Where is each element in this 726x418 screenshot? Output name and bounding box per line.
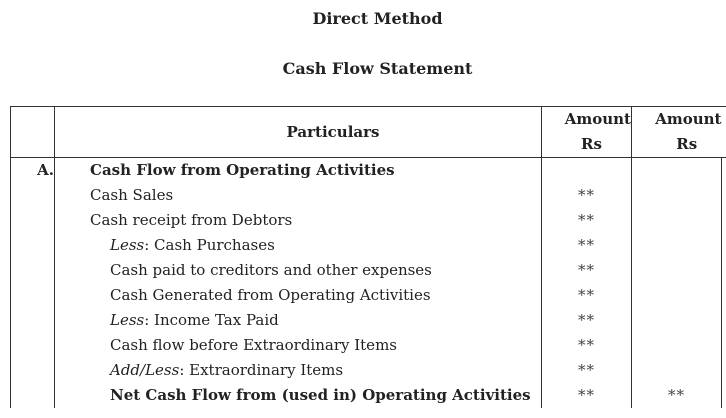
- section-label: A.: [11, 158, 55, 184]
- header-overflow-cell: [722, 107, 726, 158]
- row-label: : Cash Purchases: [144, 236, 275, 254]
- header-amount-2-label: Amount: [655, 110, 722, 128]
- table-row: [11, 233, 726, 258]
- section-amount-1: [542, 158, 632, 184]
- cash-flow-table: [10, 106, 726, 408]
- row-text: Cash receipt from Debtors: [55, 208, 542, 233]
- row-amount-2: [632, 333, 722, 358]
- section-title: Cash Flow from Operating Activities: [55, 158, 542, 184]
- row-label: : Extraordinary Items: [179, 361, 344, 379]
- section-amount-2: [632, 158, 722, 184]
- table-row-total: [11, 383, 726, 408]
- table-header-row: [11, 107, 726, 158]
- row-prefix: Add/Less: [110, 361, 180, 379]
- header-index-cell: [11, 107, 55, 158]
- section-row: [11, 158, 726, 184]
- row-index: [11, 208, 55, 233]
- row-amount-1: **: [542, 308, 632, 333]
- row-amount-1: **: [542, 358, 632, 383]
- row-amount-1: **: [542, 208, 632, 233]
- header-particulars: Particulars: [55, 107, 542, 158]
- page-title: Direct Method: [312, 9, 443, 28]
- row-amount-1: **: [542, 283, 632, 308]
- row-prefix: Less: [110, 311, 145, 329]
- table-row: [11, 333, 726, 358]
- row-index: [11, 258, 55, 283]
- row-amount-2: **: [632, 383, 722, 408]
- row-index: [11, 333, 55, 358]
- row-index: [11, 308, 55, 333]
- row-amount-2: [632, 308, 722, 333]
- row-amount-2: [632, 208, 722, 233]
- table-row: [11, 308, 726, 333]
- row-amount-2: [632, 258, 722, 283]
- row-amount-1: **: [542, 333, 632, 358]
- row-amount-1: **: [542, 183, 632, 208]
- row-prefix: Less: [110, 236, 145, 254]
- row-text: Cash Generated from Operating Activities: [55, 283, 542, 308]
- table-row: [11, 208, 726, 233]
- table-row: [11, 183, 726, 208]
- row-amount-1: **: [542, 383, 632, 408]
- row-text: Cash Sales: [55, 183, 542, 208]
- row-text: Cash paid to creditors and other expenses: [55, 258, 542, 283]
- header-amount-1-unit: Rs: [581, 135, 602, 153]
- row-text: [55, 308, 542, 333]
- table-row: [11, 283, 726, 308]
- row-amount-2: [632, 183, 722, 208]
- row-index: [11, 383, 55, 408]
- row-text: [55, 233, 542, 258]
- statement-title: Cash Flow Statement: [282, 59, 473, 78]
- row-amount-1: **: [542, 233, 632, 258]
- header-amount-1-label: Amount: [564, 110, 631, 128]
- row-amount-1: **: [542, 258, 632, 283]
- table-row: [11, 258, 726, 283]
- row-index: [11, 358, 55, 383]
- row-amount-2: [632, 358, 722, 383]
- header-amount-2: [632, 107, 722, 158]
- row-index: [11, 233, 55, 258]
- row-amount-2: [632, 233, 722, 258]
- row-index: [11, 283, 55, 308]
- row-index: [11, 183, 55, 208]
- row-label: : Income Tax Paid: [144, 311, 279, 329]
- header-amount-1: [542, 107, 632, 158]
- row-text: Net Cash Flow from (used in) Operating Activities: [55, 383, 542, 408]
- table-row: [11, 358, 726, 383]
- header-amount-2-unit: Rs: [676, 135, 698, 153]
- row-amount-2: [632, 283, 722, 308]
- row-text: [55, 358, 542, 383]
- row-text: Cash flow before Extraordinary Items: [55, 333, 542, 358]
